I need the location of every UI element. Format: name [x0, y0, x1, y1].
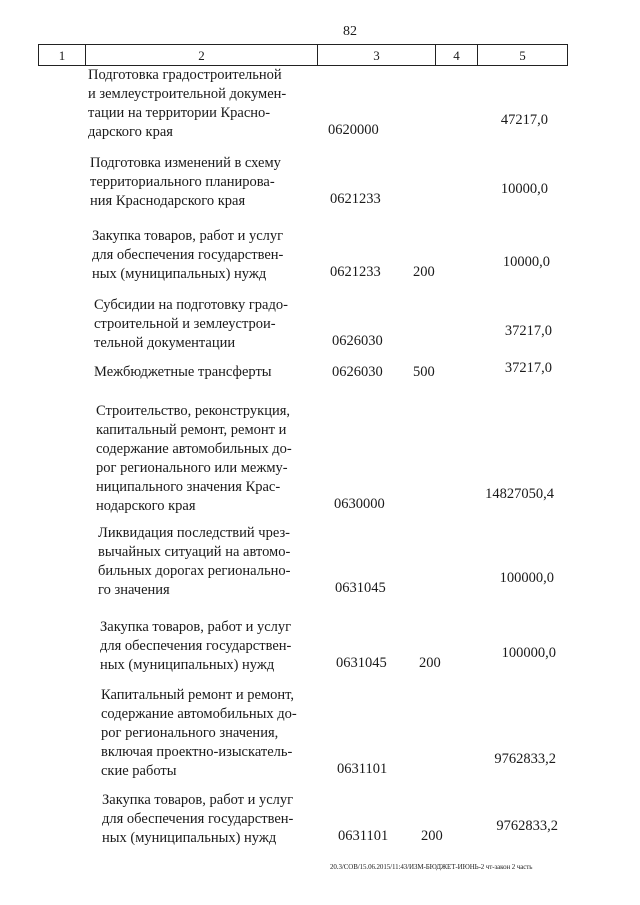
description-line: вычайных ситуаций на автомо-: [98, 544, 291, 560]
description-line: строительной и землеустрои-: [94, 316, 276, 332]
description-line: го значения: [98, 582, 170, 598]
header-col-3: 3: [318, 45, 436, 65]
description-line: дарского края: [88, 124, 173, 140]
row-code: 0621233: [330, 191, 381, 207]
row-code: 0631101: [337, 761, 388, 777]
row-code: 0630000: [334, 496, 385, 512]
description-line: Подготовка изменений в схему: [90, 155, 281, 171]
description-line: ниципального значения Крас-: [96, 479, 281, 495]
row-code: 0626030: [332, 364, 383, 380]
row-code: 0631101: [338, 828, 389, 844]
row-expense-type: 200: [421, 828, 443, 844]
row-amount: 9762833,2: [496, 818, 558, 834]
description-line: и землеустроительной докумен-: [88, 86, 287, 102]
header-col-2: 2: [86, 45, 318, 65]
description-line: рог регионального значения,: [101, 725, 279, 741]
description-line: территориального планирова-: [90, 174, 275, 190]
page-number: 82: [343, 24, 357, 39]
description-line: бильных дорогах регионально-: [98, 563, 291, 579]
row-code: 0631045: [336, 655, 387, 671]
description-line: ных (муниципальных) нужд: [100, 657, 275, 673]
description-line: для обеспечения государствен-: [92, 247, 284, 263]
row-description: [102, 791, 317, 848]
description-line: тации на территории Красно-: [88, 105, 271, 121]
row-code: 0621233: [330, 264, 381, 280]
description-line: капитальный ремонт, ремонт и: [96, 422, 287, 438]
description-line: содержание автомобильных до-: [96, 441, 292, 457]
row-description: [88, 66, 303, 142]
row-amount: 47217,0: [500, 112, 548, 128]
row-description: [100, 618, 315, 675]
row-amount: 10000,0: [500, 181, 548, 197]
description-line: Ликвидация последствий чрез-: [98, 525, 291, 541]
row-amount: 9762833,2: [494, 751, 556, 767]
description-line: тельной документации: [94, 335, 236, 351]
description-line: Подготовка градостроительной: [88, 67, 282, 83]
description-line: содержание автомобильных до-: [101, 706, 297, 722]
row-code: 0620000: [328, 122, 379, 138]
row-amount: 10000,0: [502, 254, 550, 270]
row-description: [94, 296, 309, 353]
row-amount: 100000,0: [501, 645, 556, 661]
description-line: Закупка товаров, работ и услуг: [92, 228, 284, 244]
description-line: Капитальный ремонт и ремонт,: [101, 687, 295, 703]
description-line: Строительство, реконструкция,: [96, 403, 291, 419]
row-description: [90, 154, 305, 211]
description-line: ных (муниципальных) нужд: [92, 266, 267, 282]
row-description: [94, 363, 309, 382]
table-header: [38, 44, 568, 66]
row-amount: 37217,0: [504, 360, 552, 376]
row-amount: 100000,0: [499, 570, 554, 586]
description-line: включая проектно-изыскатель-: [101, 744, 293, 760]
row-amount: 37217,0: [504, 323, 552, 339]
row-description: [92, 227, 307, 284]
row-description: [96, 402, 311, 516]
description-line: Закупка товаров, работ и услуг: [102, 792, 294, 808]
row-expense-type: 200: [413, 264, 435, 280]
description-line: рог регионального или межму-: [96, 460, 288, 476]
footer-stamp: 20.3/СОВ/15.06.2015/11:43/ИЗМ-БЮДЖЕТ-ИЮНЬ-2 чт-закон 2 часть: [330, 863, 533, 871]
description-line: Межбюджетные трансферты: [94, 364, 272, 380]
description-line: ния Краснодарского края: [90, 193, 246, 209]
description-line: Субсидии на подготовку градо-: [94, 297, 288, 313]
header-col-1: 1: [39, 45, 86, 65]
description-line: ных (муниципальных) нужд: [102, 830, 277, 846]
description-line: нодарского края: [96, 498, 196, 514]
description-line: ские работы: [101, 763, 177, 779]
header-col-5: 5: [519, 48, 526, 63]
row-code: 0631045: [335, 580, 386, 596]
row-expense-type: 200: [419, 655, 441, 671]
description-line: для обеспечения государствен-: [100, 638, 292, 654]
row-amount: 14827050,4: [485, 486, 554, 502]
description-line: для обеспечения государствен-: [102, 811, 294, 827]
header-col-4: 4: [436, 45, 478, 65]
row-description: [98, 524, 313, 600]
row-expense-type: 500: [413, 364, 435, 380]
row-description: [101, 686, 316, 781]
row-code: 0626030: [332, 333, 383, 349]
description-line: Закупка товаров, работ и услуг: [100, 619, 292, 635]
